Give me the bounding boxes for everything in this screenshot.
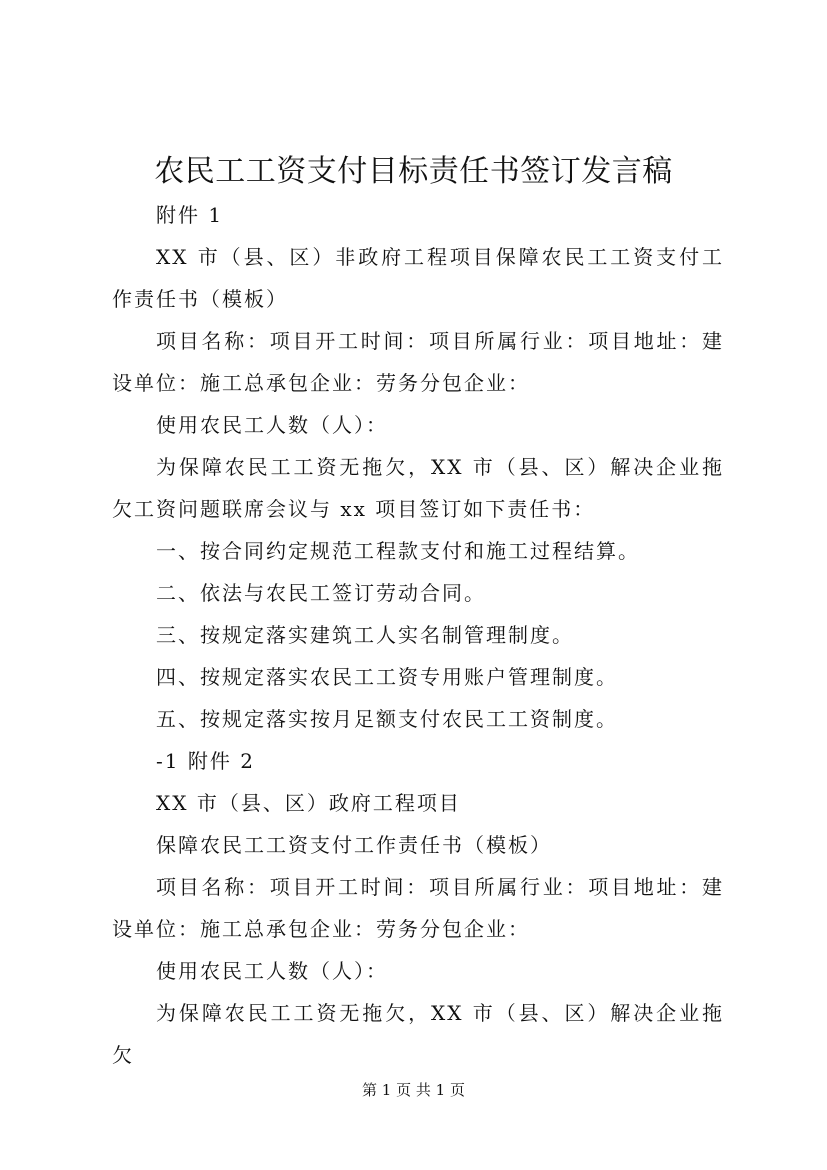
paragraph-item-4: 四、按规定落实农民工工资专用账户管理制度。 <box>156 665 618 689</box>
paragraph-item-5: 五、按规定落实按月足额支付农民工工资制度。 <box>156 707 618 731</box>
paragraph-item-2: 二、依法与农民工签订劳动合同。 <box>156 581 486 605</box>
paragraph-item-1: 一、按合同约定规范工程款支付和施工过程结算。 <box>156 539 640 563</box>
paragraph-item-3: 三、按规定落实建筑工人实名制管理制度。 <box>156 623 574 647</box>
paragraph-worker-count: 使用农民工人数（人）： <box>156 413 388 437</box>
paragraph-project-fields-2: 项目名称：项目开工时间：项目所属行业：项目地址：建设单位：施工总承包企业：劳务分包企业： <box>112 875 724 941</box>
document-body <box>112 194 724 1076</box>
paragraph-heading-non-gov: XX 市（县、区）非政府工程项目保障农民工工资支付工作责任书（模板） <box>112 245 724 311</box>
paragraph-project-fields: 项目名称：项目开工时间：项目所属行业：项目地址：建设单位：施工总承包企业：劳务分包企业： <box>112 329 724 395</box>
paragraph-worker-count-2: 使用农民工人数（人）： <box>156 959 388 983</box>
paragraph-heading-gov-subtitle: 保障农民工工资支付工作责任书（模板） <box>156 833 552 857</box>
paragraph-heading-gov: XX 市（县、区）政府工程项目 <box>156 791 461 815</box>
paragraph-attachment-2: -1 附件 2 <box>156 749 255 773</box>
page-footer: 第 1 页 共 1 页 <box>362 1081 465 1099</box>
paragraph-intro-2: 为保障农民工工资无拖欠，XX 市（县、区）解决企业拖欠 <box>112 1001 724 1067</box>
paragraph-attachment-1: 附件 1 <box>156 203 224 227</box>
document-title: 农民工工资支付目标责任书签订发言稿 <box>154 154 673 189</box>
paragraph-intro: 为保障农民工工资无拖欠，XX 市（县、区）解决企业拖欠工资问题联席会议与 xx 项目签订如下责任书： <box>112 455 724 521</box>
